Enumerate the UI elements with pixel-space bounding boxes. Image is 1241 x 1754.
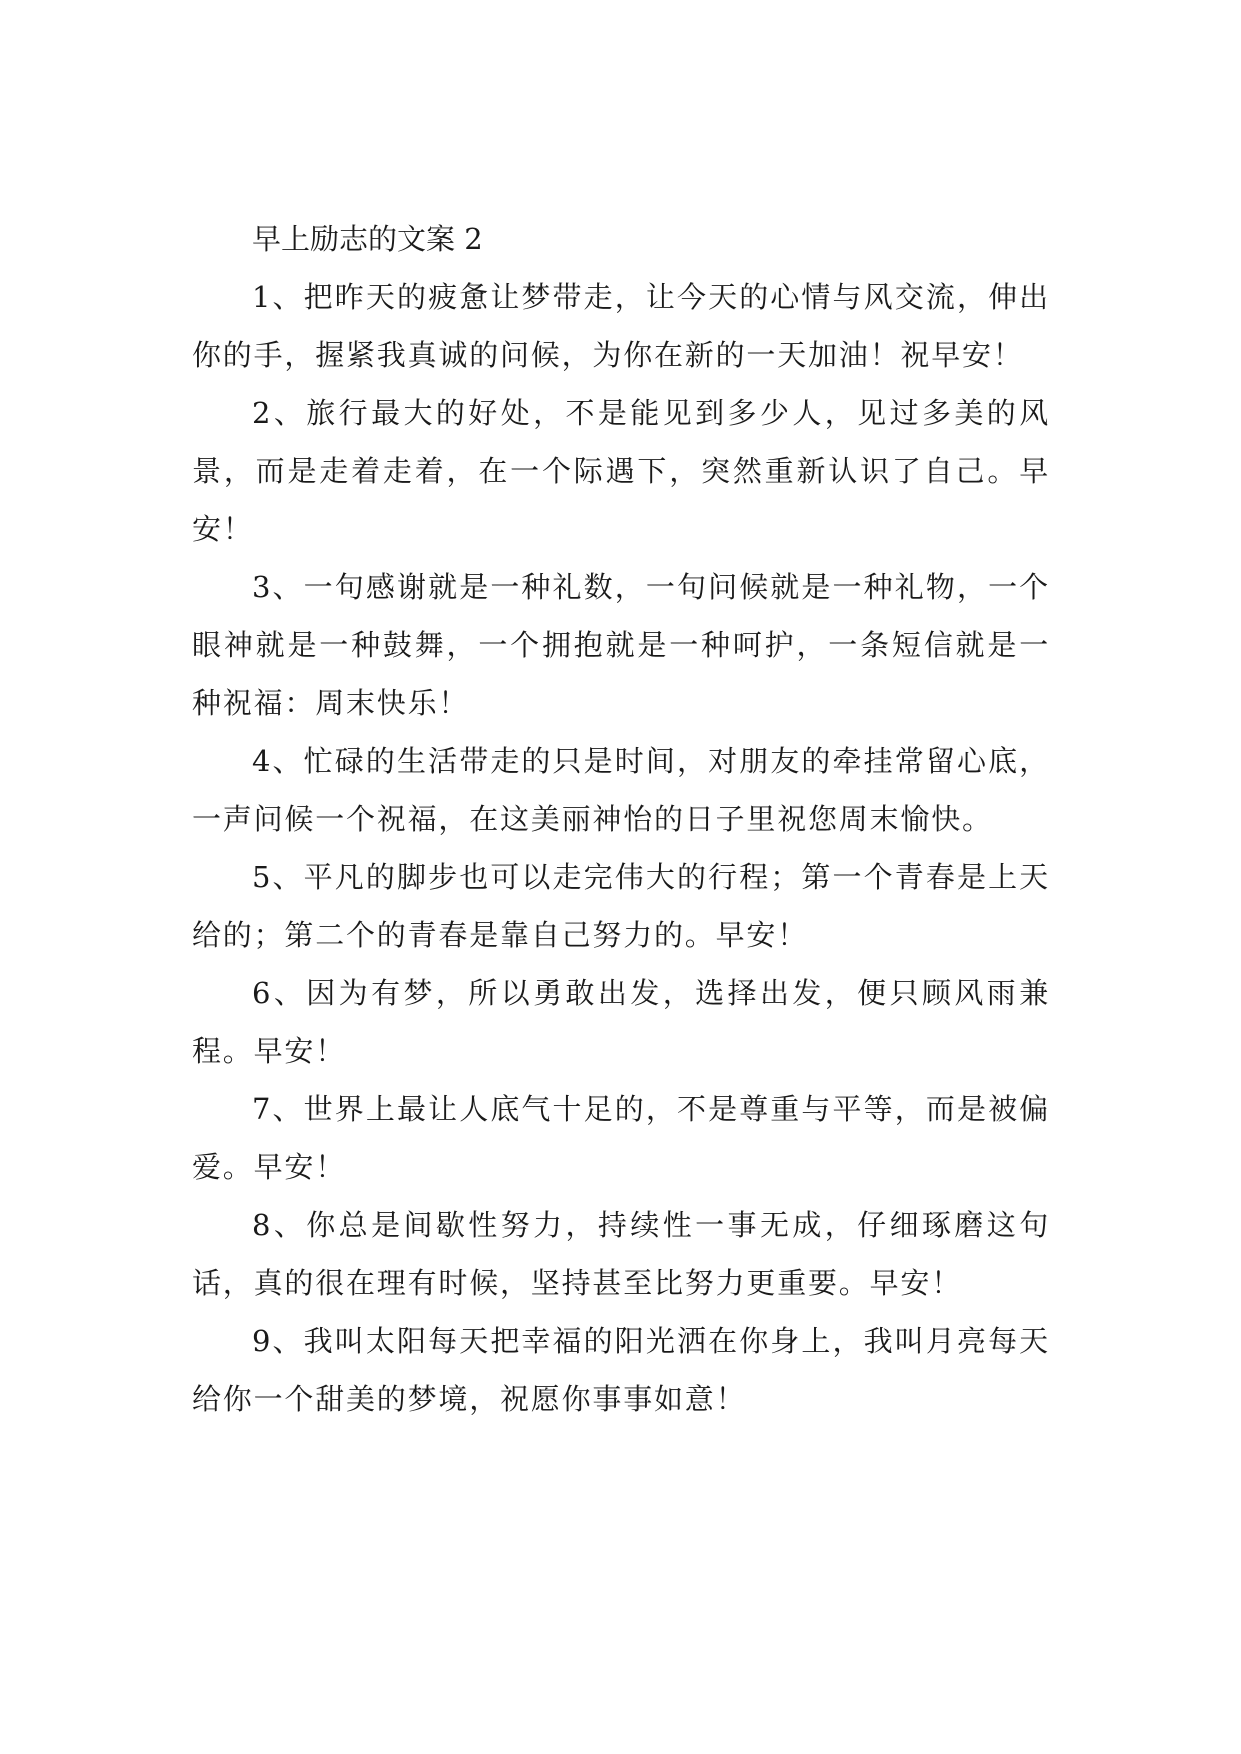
paragraph-9: 9、我叫太阳每天把幸福的阳光洒在你身上，我叫月亮每天给你一个甜美的梦境，祝愿你事事如意！ — [192, 1324, 1050, 1416]
paragraph-8: 8、你总是间歇性努力，持续性一事无成，仔细琢磨这句话，真的很在理有时候，坚持甚至比努力更重要。早安！ — [192, 1208, 1050, 1300]
document-heading: 早上励志的文案 2 — [252, 222, 483, 256]
document-page — [192, 210, 1050, 1428]
paragraph-6: 6、因为有梦，所以勇敢出发，选择出发，便只顾风雨兼程。早安！ — [192, 976, 1050, 1068]
paragraph-7: 7、世界上最让人底气十足的，不是尊重与平等，而是被偏爱。早安！ — [192, 1092, 1050, 1184]
paragraph-1: 1、把昨天的疲惫让梦带走，让今天的心情与风交流，伸出你的手，握紧我真诚的问候，为你在新的一天加油！祝早安！ — [192, 280, 1050, 372]
paragraph-2: 2、旅行最大的好处，不是能见到多少人，见过多美的风景，而是走着走着，在一个际遇下，突然重新认识了自己。早安！ — [192, 396, 1050, 546]
paragraph-5: 5、平凡的脚步也可以走完伟大的行程；第一个青春是上天给的；第二个的青春是靠自己努力的。早安！ — [192, 860, 1050, 952]
paragraph-3: 3、一句感谢就是一种礼数，一句问候就是一种礼物，一个眼神就是一种鼓舞，一个拥抱就是一种呵护，一条短信就是一种祝福：周末快乐！ — [192, 570, 1050, 720]
paragraph-4: 4、忙碌的生活带走的只是时间，对朋友的牵挂常留心底，一声问候一个祝福，在这美丽神怡的日子里祝您周末愉快。 — [192, 744, 1050, 836]
